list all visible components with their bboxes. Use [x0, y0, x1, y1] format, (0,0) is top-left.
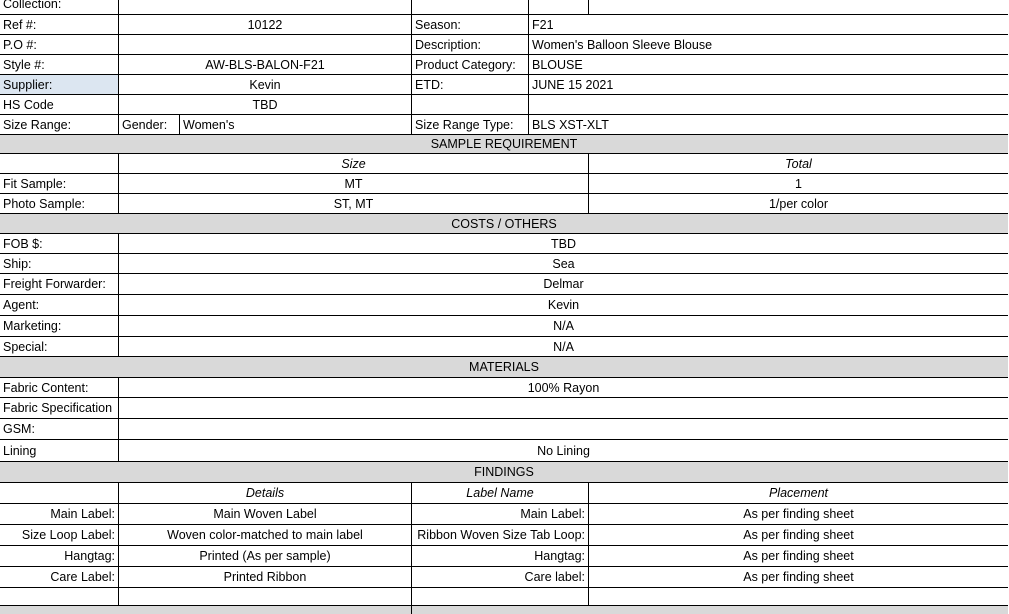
hs-code-label[interactable]: HS Code [3, 97, 54, 112]
supplier-label[interactable]: Supplier: [0, 75, 118, 94]
table-row [0, 378, 1008, 398]
findings-col-details[interactable]: Details [118, 483, 411, 503]
ref-label[interactable]: Ref #: [3, 17, 37, 32]
table-row [0, 174, 1008, 194]
material-label[interactable]: GSM: [3, 422, 35, 436]
cost-value[interactable]: TBD [118, 234, 1008, 253]
cost-value[interactable]: Kevin [118, 295, 1008, 315]
finding-details[interactable]: Main Woven Label [118, 504, 411, 524]
etd-label[interactable]: ETD: [411, 75, 528, 94]
ref-value[interactable]: 10122 [118, 15, 411, 34]
product-category-label[interactable]: Product Category: [411, 55, 528, 74]
collection-extra-3[interactable] [588, 0, 1008, 14]
material-value[interactable] [118, 398, 1008, 418]
sample-column-headers [0, 154, 1008, 174]
style-label[interactable]: Style #: [3, 57, 45, 72]
table-row [0, 504, 1008, 525]
sample-total[interactable]: 1 [588, 174, 1008, 193]
next-section-right[interactable] [411, 606, 1008, 614]
finding-details[interactable]: Printed Ribbon [118, 567, 411, 587]
style-value[interactable]: AW-BLS-BALON-F21 [118, 55, 411, 74]
row-hs-code [0, 95, 1008, 115]
material-label[interactable]: Fabric Specification [3, 401, 113, 415]
supplier-value[interactable]: Kevin [118, 75, 411, 94]
table-row [0, 440, 1008, 462]
findings-column-headers [0, 483, 1008, 504]
material-label[interactable]: Fabric Content: [3, 380, 89, 395]
row-size-range [0, 115, 1008, 135]
sample-label[interactable]: Fit Sample: [3, 176, 67, 191]
table-row [0, 337, 1008, 357]
description-label[interactable]: Description: [411, 35, 528, 54]
table-row [0, 194, 1008, 214]
row-supplier [0, 75, 1008, 95]
cost-value[interactable]: N/A [118, 316, 1008, 336]
sample-col-total[interactable]: Total [588, 154, 1008, 173]
finding-label-name[interactable]: Hangtag: [411, 546, 588, 566]
table-row [0, 567, 1008, 588]
finding-label[interactable]: Main Label: [50, 507, 115, 521]
empty-cell[interactable] [0, 588, 118, 605]
finding-placement[interactable]: As per finding sheet [588, 567, 1008, 587]
po-label[interactable]: P.O #: [3, 37, 37, 52]
size-range-type-value[interactable]: BLS XST-XLT [528, 115, 1008, 134]
costs-header [0, 214, 1008, 234]
sample-col-size[interactable]: Size [118, 154, 588, 173]
collection-value[interactable] [118, 0, 411, 14]
material-value[interactable]: No Lining [118, 440, 1008, 461]
cost-label[interactable]: Marketing: [3, 319, 62, 333]
description-value[interactable]: Women's Balloon Sleeve Blouse [528, 35, 1008, 54]
row-ref [0, 15, 1008, 35]
table-row [0, 254, 1008, 274]
sample-requirement-title[interactable]: SAMPLE REQUIREMENT [430, 137, 578, 151]
gender-value[interactable]: Women's [179, 115, 411, 134]
cost-value[interactable]: Sea [118, 254, 1008, 273]
table-row [0, 316, 1008, 337]
empty-cell[interactable] [588, 588, 1008, 605]
product-category-value[interactable]: BLOUSE [528, 55, 1008, 74]
next-section-header [0, 606, 1008, 614]
findings-header-blank[interactable] [0, 483, 118, 503]
cost-label[interactable]: FOB $: [3, 236, 43, 251]
materials-title[interactable]: MATERIALS [469, 360, 539, 374]
sample-label[interactable]: Photo Sample: [3, 196, 85, 211]
size-range-label[interactable]: Size Range: [3, 117, 72, 132]
finding-label[interactable]: Size Loop Label: [21, 528, 115, 542]
row-style [0, 55, 1008, 75]
finding-placement[interactable]: As per finding sheet [588, 546, 1008, 566]
po-value[interactable] [118, 35, 411, 54]
cost-label[interactable]: Special: [3, 339, 48, 354]
collection-extra-2[interactable] [528, 0, 588, 14]
finding-placement[interactable]: As per finding sheet [588, 504, 1008, 524]
finding-label-name[interactable]: Care label: [411, 567, 588, 587]
finding-label[interactable]: Hangtag: [64, 549, 115, 563]
material-value[interactable] [118, 419, 1008, 439]
finding-details[interactable]: Printed (As per sample) [118, 546, 411, 566]
collection-extra-1[interactable] [411, 0, 528, 14]
season-label[interactable]: Season: [411, 15, 528, 34]
row-collection [0, 0, 1008, 15]
cost-label[interactable]: Freight Forwarder: [3, 277, 106, 291]
season-value[interactable]: F21 [528, 15, 1008, 34]
cost-label[interactable]: Agent: [3, 298, 40, 312]
empty-cell[interactable] [411, 588, 588, 605]
finding-details[interactable]: Woven color-matched to main label [118, 525, 411, 545]
table-row [0, 588, 1008, 606]
materials-header [0, 357, 1008, 378]
hs-extra-1[interactable] [411, 95, 528, 114]
table-row [0, 398, 1008, 419]
sample-total[interactable]: 1/per color [588, 194, 1008, 213]
cost-value[interactable]: Delmar [118, 274, 1008, 294]
next-section-left[interactable] [0, 606, 411, 614]
cost-value[interactable]: N/A [118, 337, 1008, 356]
findings-header [0, 462, 1008, 483]
cost-label[interactable]: Ship: [3, 256, 32, 271]
hs-extra-2[interactable] [528, 95, 1008, 114]
hs-code-value[interactable]: TBD [118, 95, 411, 114]
gender-label[interactable]: Gender: [118, 115, 179, 134]
finding-label-name[interactable]: Ribbon Woven Size Tab Loop: [411, 525, 588, 545]
findings-col-label-name[interactable]: Label Name [411, 483, 588, 503]
findings-col-placement[interactable]: Placement [588, 483, 1008, 503]
table-row [0, 274, 1008, 295]
sample-size[interactable]: ST, MT [118, 194, 588, 213]
sample-header-blank[interactable] [0, 154, 118, 173]
empty-cell[interactable] [118, 588, 411, 605]
table-row [0, 546, 1008, 567]
finding-placement[interactable]: As per finding sheet [588, 525, 1008, 545]
etd-value[interactable]: JUNE 15 2021 [528, 75, 1008, 94]
sample-size[interactable]: MT [118, 174, 588, 193]
material-value[interactable]: 100% Rayon [118, 378, 1008, 397]
costs-title[interactable]: COSTS / OTHERS [451, 216, 557, 231]
size-range-type-label[interactable]: Size Range Type: [411, 115, 528, 134]
table-row [0, 295, 1008, 316]
table-row [0, 525, 1008, 546]
table-row [0, 419, 1008, 440]
findings-title[interactable]: FINDINGS [474, 465, 534, 479]
finding-label[interactable]: Care Label: [50, 570, 115, 584]
collection-label[interactable]: Collection: [3, 0, 62, 11]
row-po [0, 35, 1008, 55]
sample-requirement-header [0, 135, 1008, 154]
material-label[interactable]: Lining [3, 443, 37, 458]
table-row [0, 234, 1008, 254]
finding-label-name[interactable]: Main Label: [411, 504, 588, 524]
